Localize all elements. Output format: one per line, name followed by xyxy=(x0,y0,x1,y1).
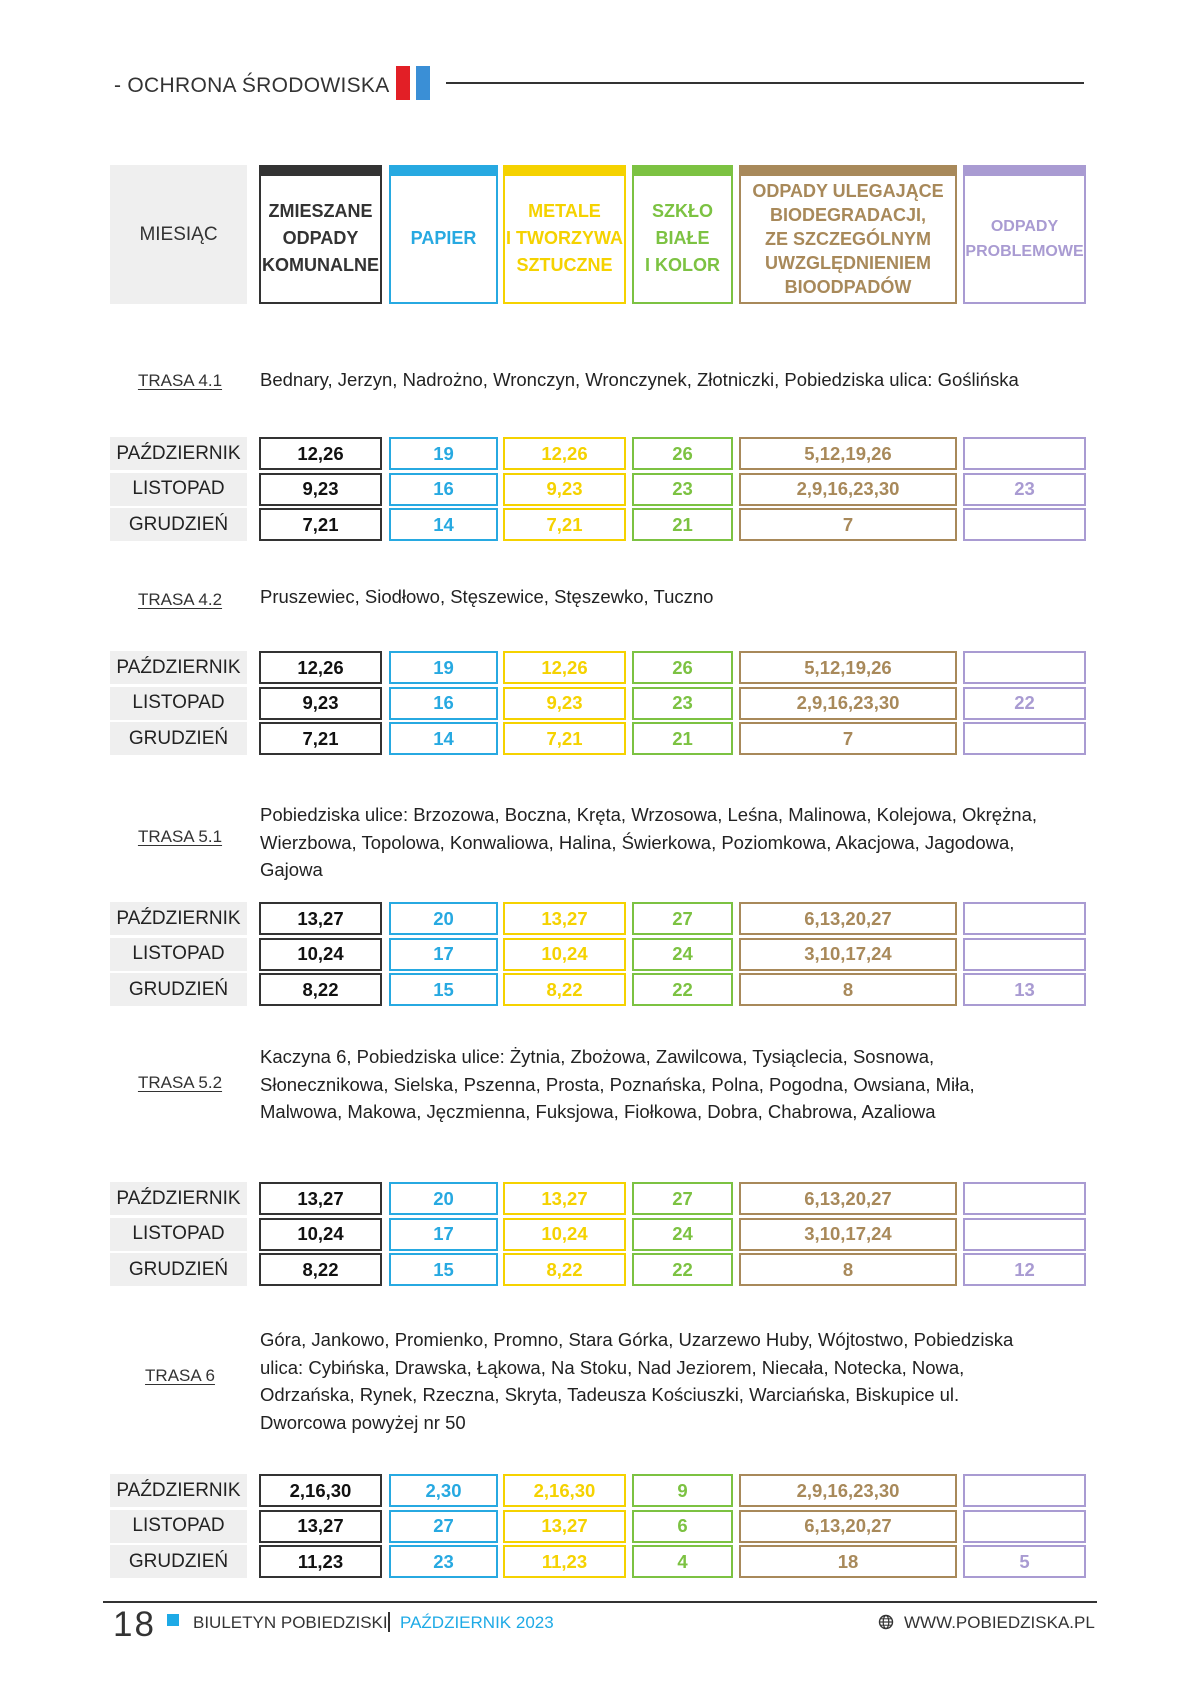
papier-dates-cell: 19 xyxy=(389,437,498,470)
bio-dates-cell: 6,13,20,27 xyxy=(739,1182,957,1215)
header-metale-color-bar xyxy=(503,165,626,176)
header-bio-line: UWZGLĘDNIENIEM xyxy=(765,252,931,273)
month-cell: PAŹDZIERNIK xyxy=(110,1474,247,1507)
header-papier xyxy=(389,165,498,304)
route-places-line: Słonecznikowa, Sielska, Pszenna, Prosta, Poznańska, Polna, Pogodna, Owsiana, Miła, xyxy=(260,1073,975,1095)
header-szklo xyxy=(632,165,733,304)
szklo-dates-cell: 23 xyxy=(632,687,733,720)
zmieszane-dates-cell: 13,27 xyxy=(259,1182,382,1215)
footer-separator xyxy=(388,1612,390,1632)
bio-dates-cell: 2,9,16,23,30 xyxy=(739,473,957,506)
papier-dates-cell: 15 xyxy=(389,973,498,1006)
month-cell: GRUDZIEŃ xyxy=(110,722,247,755)
header-bio-line: ZE SZCZEGÓLNYM xyxy=(765,228,931,249)
route-places-line: Pobiedziska ulice: Brzozowa, Boczna, Kręta, Wrzosowa, Leśna, Malinowa, Kolejowa, Okrężna, xyxy=(260,804,1038,825)
month-cell: LISTOPAD xyxy=(110,473,247,506)
papier-dates-cell: 17 xyxy=(389,938,498,971)
header-zmieszane-line: ODPADY xyxy=(282,228,359,248)
month-cell: LISTOPAD xyxy=(110,1218,247,1251)
route-label: TRASA 5.2 xyxy=(137,1073,223,1092)
szklo-dates-cell: 23 xyxy=(632,473,733,506)
header-papier-label xyxy=(411,217,477,252)
problemowe-dates-cell: 5 xyxy=(963,1545,1086,1578)
route-places-line: Kaczyna 6, Pobiedziska ulice: Żytnia, Zbożowa, Zawilcowa, Tysiąclecia, Sosnowa, xyxy=(260,1046,935,1067)
zmieszane-dates-cell: 2,16,30 xyxy=(259,1474,382,1507)
route-label: TRASA 5.1 xyxy=(137,827,223,846)
route-places-line: Odrzańska, Rynek, Rzeczna, Skryta, Tadeusza Kościuszki, Warciańska, Biskupice ul. xyxy=(260,1384,960,1405)
szklo-dates-cell: 21 xyxy=(632,508,733,541)
problemowe-dates-cell xyxy=(963,651,1086,684)
month-cell: PAŹDZIERNIK xyxy=(110,1182,247,1215)
szklo-dates-cell: 4 xyxy=(632,1545,733,1578)
problemowe-dates-cell: 22 xyxy=(963,687,1086,720)
bio-dates-cell: 18 xyxy=(739,1545,957,1578)
papier-dates-cell: 23 xyxy=(389,1545,498,1578)
szklo-dates-cell: 27 xyxy=(632,1182,733,1215)
szklo-dates-cell: 26 xyxy=(632,651,733,684)
route-places-line: Pruszewiec, Siodłowo, Stęszewice, Stęszewko, Tuczno xyxy=(260,586,714,607)
page-number: 18 xyxy=(113,1605,156,1644)
papier-dates-cell: 15 xyxy=(389,1253,498,1286)
header-papier-line: PAPIER xyxy=(410,228,477,248)
footer-square-icon xyxy=(167,1614,179,1626)
header-zmieszane-line: KOMUNALNE xyxy=(262,255,379,275)
header-metale-label xyxy=(506,190,623,279)
month-cell: LISTOPAD xyxy=(110,687,247,720)
footer-rule xyxy=(103,1601,1097,1603)
zmieszane-dates-cell: 8,22 xyxy=(259,973,382,1006)
problemowe-dates-cell xyxy=(963,1510,1086,1543)
zmieszane-dates-cell: 13,27 xyxy=(259,902,382,935)
metale-dates-cell: 8,22 xyxy=(503,1253,626,1286)
month-cell: PAŹDZIERNIK xyxy=(110,902,247,935)
header-szklo-line: I KOLOR xyxy=(645,255,720,275)
papier-dates-cell: 27 xyxy=(389,1510,498,1543)
header-zmieszane-line: ZMIESZANE xyxy=(268,201,373,221)
header-zmieszane xyxy=(259,165,382,304)
szklo-dates-cell: 24 xyxy=(632,938,733,971)
header-bio-color-bar xyxy=(739,165,957,176)
zmieszane-dates-cell: 9,23 xyxy=(259,687,382,720)
metale-dates-cell: 12,26 xyxy=(503,437,626,470)
papier-dates-cell: 14 xyxy=(389,722,498,755)
header-bio xyxy=(739,165,957,304)
papier-dates-cell: 20 xyxy=(389,1182,498,1215)
problemowe-dates-cell xyxy=(963,437,1086,470)
papier-dates-cell: 16 xyxy=(389,687,498,720)
header-szklo-line: SZKŁO xyxy=(652,201,713,221)
bio-dates-cell: 6,13,20,27 xyxy=(739,1510,957,1543)
bio-dates-cell: 7 xyxy=(739,722,957,755)
header-problemowe-label xyxy=(965,206,1083,264)
problemowe-dates-cell: 23 xyxy=(963,473,1086,506)
section-title: - OCHRONA ŚRODOWISKA xyxy=(114,74,390,97)
route-places-line: ulica: Cybińska, Drawska, Łąkowa, Na Stoku, Nad Jeziorem, Niecała, Notecka, Nowa, xyxy=(260,1356,965,1378)
month-cell: LISTOPAD xyxy=(110,938,247,971)
bio-dates-cell: 3,10,17,24 xyxy=(739,1218,957,1251)
zmieszane-dates-cell: 12,26 xyxy=(259,437,382,470)
problemowe-dates-cell xyxy=(963,1182,1086,1215)
metale-dates-cell: 9,23 xyxy=(503,473,626,506)
szklo-dates-cell: 9 xyxy=(632,1474,733,1507)
header-problemowe-color-bar xyxy=(963,165,1086,176)
globe-icon xyxy=(878,1614,894,1630)
papier-dates-cell: 17 xyxy=(389,1218,498,1251)
header-bio-line: BIODEGRADACJI, xyxy=(769,204,926,225)
problemowe-dates-cell xyxy=(963,722,1086,755)
problemowe-dates-cell xyxy=(963,508,1086,541)
zmieszane-dates-cell: 7,21 xyxy=(259,722,382,755)
route-places-line: Góra, Jankowo, Promienko, Promno, Stara Górka, Uzarzewo Huby, Wójtostwo, Pobiedziska xyxy=(260,1329,1014,1350)
problemowe-dates-cell: 12 xyxy=(963,1253,1086,1286)
metale-dates-cell: 11,23 xyxy=(503,1545,626,1578)
header-metale-line: SZTUCZNE xyxy=(516,255,613,275)
header-metale xyxy=(503,165,626,304)
metale-dates-cell: 9,23 xyxy=(503,687,626,720)
bio-dates-cell: 2,9,16,23,30 xyxy=(739,1474,957,1507)
route-label: TRASA 4.2 xyxy=(137,590,223,609)
header-bio-label xyxy=(752,171,943,299)
problemowe-dates-cell: 13 xyxy=(963,973,1086,1006)
header-zmieszane-label xyxy=(262,190,379,279)
zmieszane-dates-cell: 13,27 xyxy=(259,1510,382,1543)
metale-dates-cell: 7,21 xyxy=(503,508,626,541)
zmieszane-dates-cell: 10,24 xyxy=(259,1218,382,1251)
month-cell: PAŹDZIERNIK xyxy=(110,437,247,470)
header-problemowe-line: PROBLEMOWE xyxy=(965,242,1084,260)
metale-dates-cell: 13,27 xyxy=(503,1182,626,1215)
szklo-dates-cell: 21 xyxy=(632,722,733,755)
papier-dates-cell: 20 xyxy=(389,902,498,935)
header-bio-line: BIOODPADÓW xyxy=(784,276,912,297)
problemowe-dates-cell xyxy=(963,938,1086,971)
zmieszane-dates-cell: 11,23 xyxy=(259,1545,382,1578)
problemowe-dates-cell xyxy=(963,1474,1086,1507)
zmieszane-dates-cell: 10,24 xyxy=(259,938,382,971)
header-metale-line: I TWORZYWA xyxy=(506,228,623,248)
header-papier-color-bar xyxy=(389,165,498,176)
header-problemowe-line: ODPADY xyxy=(990,217,1059,235)
zmieszane-dates-cell: 7,21 xyxy=(259,508,382,541)
month-cell: GRUDZIEŃ xyxy=(110,973,247,1006)
bio-dates-cell: 3,10,17,24 xyxy=(739,938,957,971)
month-cell: PAŹDZIERNIK xyxy=(110,651,247,684)
papier-dates-cell: 19 xyxy=(389,651,498,684)
header-szklo-label xyxy=(645,190,720,279)
month-cell: LISTOPAD xyxy=(110,1510,247,1543)
metale-dates-cell: 13,27 xyxy=(503,1510,626,1543)
header-problemowe xyxy=(963,165,1086,304)
route-places xyxy=(260,1043,1090,1126)
problemowe-dates-cell xyxy=(963,902,1086,935)
metale-dates-cell: 13,27 xyxy=(503,902,626,935)
metale-dates-cell: 10,24 xyxy=(503,938,626,971)
route-places xyxy=(260,583,1090,611)
route-places-line: Gajowa xyxy=(260,859,323,880)
route-label: TRASA 6 xyxy=(145,1366,215,1385)
header-month-label: MIESIĄC xyxy=(139,224,218,245)
publication-name: BIULETYN POBIEDZISKI xyxy=(193,1613,388,1632)
szklo-dates-cell: 22 xyxy=(632,973,733,1006)
szklo-dates-cell: 24 xyxy=(632,1218,733,1251)
bio-dates-cell: 7 xyxy=(739,508,957,541)
route-places-line: Wierzbowa, Topolowa, Konwaliowa, Halina, Świerkowa, Poziomkowa, Akacjowa, Jagodowa, xyxy=(260,831,1015,853)
bio-dates-cell: 6,13,20,27 xyxy=(739,902,957,935)
metale-dates-cell: 10,24 xyxy=(503,1218,626,1251)
metale-dates-cell: 12,26 xyxy=(503,651,626,684)
header-metale-line: METALE xyxy=(528,201,601,221)
bio-dates-cell: 8 xyxy=(739,973,957,1006)
route-label: TRASA 4.1 xyxy=(137,371,223,390)
papier-dates-cell: 14 xyxy=(389,508,498,541)
month-cell: GRUDZIEŃ xyxy=(110,1545,247,1578)
header-szklo-line: BIAŁE xyxy=(655,228,710,248)
bio-dates-cell: 2,9,16,23,30 xyxy=(739,687,957,720)
szklo-dates-cell: 6 xyxy=(632,1510,733,1543)
problemowe-dates-cell xyxy=(963,1218,1086,1251)
route-places-line: Dworcowa powyżej nr 50 xyxy=(260,1411,466,1433)
header-month xyxy=(110,165,247,304)
issue-date: PAŹDZIERNIK 2023 xyxy=(400,1613,554,1632)
metale-dates-cell: 7,21 xyxy=(503,722,626,755)
bio-dates-cell: 8 xyxy=(739,1253,957,1286)
month-cell: GRUDZIEŃ xyxy=(110,508,247,541)
flag-logo xyxy=(396,66,432,100)
header-bio-line: ODPADY ULEGAJĄCE xyxy=(752,180,944,201)
papier-dates-cell: 2,30 xyxy=(389,1474,498,1507)
szklo-dates-cell: 27 xyxy=(632,902,733,935)
papier-dates-cell: 16 xyxy=(389,473,498,506)
metale-dates-cell: 2,16,30 xyxy=(503,1474,626,1507)
metale-dates-cell: 8,22 xyxy=(503,973,626,1006)
szklo-dates-cell: 26 xyxy=(632,437,733,470)
header-szklo-color-bar xyxy=(632,165,733,176)
month-cell: GRUDZIEŃ xyxy=(110,1253,247,1286)
route-places-line: Malwowa, Makowa, Jęczmienna, Fuksjowa, Fiołkowa, Dobra, Chabrowa, Azaliowa xyxy=(260,1101,936,1122)
header-rule xyxy=(446,82,1084,84)
zmieszane-dates-cell: 8,22 xyxy=(259,1253,382,1286)
route-places xyxy=(260,366,1090,394)
route-places xyxy=(260,801,1090,884)
route-places-line: Bednary, Jerzyn, Nadrożno, Wronczyn, Wronczynek, Złotniczki, Pobiedziska ulica: Goślińska xyxy=(260,369,1019,390)
szklo-dates-cell: 22 xyxy=(632,1253,733,1286)
bio-dates-cell: 5,12,19,26 xyxy=(739,437,957,470)
website-link[interactable]: WWW.POBIEDZISKA.PL xyxy=(904,1613,1095,1632)
bio-dates-cell: 5,12,19,26 xyxy=(739,651,957,684)
zmieszane-dates-cell: 12,26 xyxy=(259,651,382,684)
zmieszane-dates-cell: 9,23 xyxy=(259,473,382,506)
route-places xyxy=(260,1326,1090,1436)
header-zmieszane-color-bar xyxy=(259,165,382,176)
